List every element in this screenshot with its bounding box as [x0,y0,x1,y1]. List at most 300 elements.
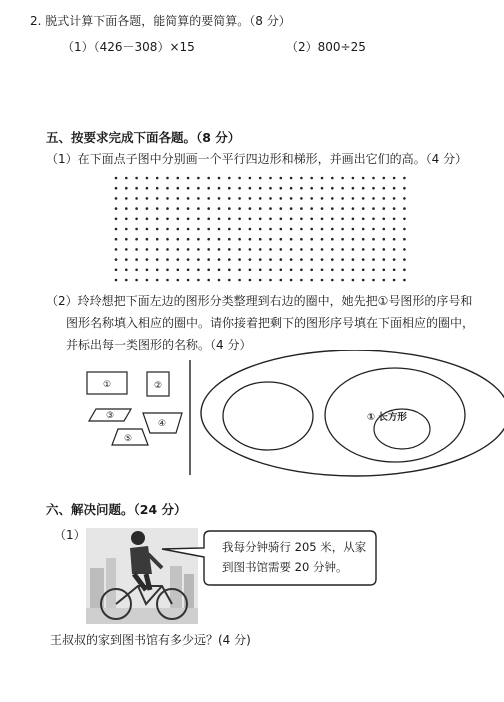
grid-dot [280,228,283,231]
grid-dot [383,177,386,180]
grid-dot [352,269,355,272]
grid-dot [290,228,293,231]
grid-dot [156,177,159,180]
grid-dot [362,258,365,261]
q2-part2: （2）800÷25 [286,40,366,54]
grid-dot [177,279,180,282]
grid-dot [269,187,272,190]
grid-dot [238,238,241,241]
grid-dot [218,258,221,261]
grid-dot [300,197,303,200]
grid-dot [249,218,252,221]
grid-dot [372,207,375,210]
grid-dot [197,187,200,190]
grid-dot [269,258,272,261]
grid-dot [310,279,313,282]
grid-dot [249,177,252,180]
grid-dot [249,269,252,272]
grid-dot [187,197,190,200]
grid-dot [321,187,324,190]
grid-dot [115,197,118,200]
grid-dot [156,218,159,221]
grid-dot [362,197,365,200]
grid-dot [207,187,210,190]
grid-dot [238,228,241,231]
grid-dot [115,279,118,282]
grid-dot [259,258,262,261]
grid-dot [207,177,210,180]
grid-dot [146,238,149,241]
grid-dot [352,218,355,221]
grid-dot [187,248,190,251]
grid-dot [238,177,241,180]
grid-dot [393,218,396,221]
grid-dot [135,187,138,190]
grid-dot [177,187,180,190]
grid-dot [197,177,200,180]
speech-bubble [158,527,380,589]
grid-dot [290,197,293,200]
grid-dot [383,279,386,282]
grid-dot [290,269,293,272]
grid-dot [403,228,406,231]
left-ellipse [223,382,313,450]
grid-dot [187,279,190,282]
grid-dot [393,207,396,210]
grid-dot [146,187,149,190]
grid-dot [259,238,262,241]
grid-dot [383,258,386,261]
venn-rectangle-label: ① 长方形 [367,412,407,423]
grid-dot [383,207,386,210]
grid-dot [218,279,221,282]
section5-title: 五、按要求完成下面各题。（8 分） [46,130,241,145]
grid-dot [300,187,303,190]
section5-q1: （1）在下面点子图中分别画一个平行四边形和梯形，并画出它们的高。（4 分） [46,152,468,166]
grid-dot [310,177,313,180]
grid-dot [393,258,396,261]
grid-dot [290,238,293,241]
grid-dot [362,218,365,221]
grid-dot [177,248,180,251]
grid-dot [197,238,200,241]
grid-dot [259,248,262,251]
grid-dot [280,207,283,210]
outer-ellipse [201,350,504,476]
grid-dot [249,207,252,210]
grid-dot [341,248,344,251]
grid-dot [280,177,283,180]
grid-dot [352,248,355,251]
grid-dot [146,248,149,251]
grid-dot [135,238,138,241]
grid-dot [393,197,396,200]
grid-dot [352,177,355,180]
grid-dot [135,207,138,210]
grid-dot [362,207,365,210]
grid-dot [321,269,324,272]
grid-dot [300,248,303,251]
grid-dot [259,187,262,190]
grid-dot [228,258,231,261]
grid-dot [228,228,231,231]
grid-dot [300,207,303,210]
grid-dot [269,248,272,251]
section6-title: 六、解决问题。（24 分） [46,502,187,517]
grid-dot [197,228,200,231]
grid-dot [218,197,221,200]
grid-dot [280,248,283,251]
grid-dot [341,207,344,210]
grid-dot [269,177,272,180]
grid-dot [228,279,231,282]
grid-dot [290,177,293,180]
grid-dot [259,197,262,200]
grid-dot [207,248,210,251]
grid-dot [300,269,303,272]
grid-dot [115,177,118,180]
grid-dot [187,207,190,210]
grid-dot [331,248,334,251]
grid-dot [259,279,262,282]
grid-dot [280,269,283,272]
grid-dot [238,207,241,210]
grid-dot [331,258,334,261]
grid-dot [228,248,231,251]
grid-dot [166,269,169,272]
grid-dot [383,248,386,251]
grid-dot [372,177,375,180]
grid-dot [146,177,149,180]
grid-dot [321,228,324,231]
grid-dot [166,248,169,251]
grid-dot [177,258,180,261]
grid-dot [146,218,149,221]
grid-dot [269,228,272,231]
grid-dot [310,269,313,272]
grid-dot [341,218,344,221]
grid-dot [135,177,138,180]
grid-dot [393,269,396,272]
grid-dot [187,258,190,261]
grid-dot [177,177,180,180]
grid-dot [177,238,180,241]
grid-dot [156,187,159,190]
grid-dot [166,258,169,261]
grid-dot [197,218,200,221]
section5-q2-line3: 并标出每一类图形的名称。（4 分） [66,338,252,352]
section5-q2-line1: （2）玲玲想把下面左边的图形分类整理到右边的圈中，她先把①号图形的序号和 [46,294,473,308]
grid-dot [372,258,375,261]
shape-3-label: ③ [105,411,115,421]
grid-dot [125,228,128,231]
grid-dot [177,269,180,272]
grid-dot [135,279,138,282]
grid-dot [187,187,190,190]
grid-dot [115,207,118,210]
grid-dot [310,187,313,190]
dot-grid[interactable] [112,174,412,284]
grid-dot [352,207,355,210]
section6-q1-num: （1） [54,528,86,542]
grid-dot [310,197,313,200]
grid-dot [207,279,210,282]
grid-dot [125,238,128,241]
grid-dot [269,197,272,200]
shape-1-label: ① [102,380,112,390]
grid-dot [321,258,324,261]
grid-dot [372,218,375,221]
grid-dot [362,279,365,282]
grid-dot [156,197,159,200]
grid-dot [403,279,406,282]
grid-dot [146,228,149,231]
grid-dot [321,207,324,210]
grid-dot [372,238,375,241]
grid-dot [280,187,283,190]
grid-dot [135,258,138,261]
grid-dot [249,197,252,200]
grid-dot [352,197,355,200]
grid-dot [146,258,149,261]
grid-dot [290,248,293,251]
grid-dot [403,258,406,261]
grid-dot [403,269,406,272]
grid-dot [166,187,169,190]
grid-dot [156,279,159,282]
grid-dot [383,238,386,241]
q2-part1: （1）（426－308）×15 [62,40,195,54]
grid-dot [383,197,386,200]
grid-dot [331,218,334,221]
grid-dot [177,207,180,210]
grid-dot [362,238,365,241]
grid-dot [269,279,272,282]
grid-dot [331,238,334,241]
grid-dot [187,269,190,272]
grid-dot [362,269,365,272]
grid-dot [372,197,375,200]
grid-dot [280,238,283,241]
grid-dot [125,248,128,251]
grid-dot [403,248,406,251]
grid-dot [177,228,180,231]
grid-dot [115,269,118,272]
grid-dot [156,258,159,261]
grid-dot [197,279,200,282]
grid-dot [197,248,200,251]
grid-dot [187,238,190,241]
grid-dot [341,258,344,261]
grid-dot [331,187,334,190]
grid-dot [218,248,221,251]
grid-dot [372,269,375,272]
grid-dot [300,238,303,241]
q2-title: 2. 脱式计算下面各题，能简算的要简算。（8 分） [30,14,291,28]
grid-dot [352,238,355,241]
grid-dot [280,218,283,221]
grid-dot [310,218,313,221]
grid-dot [228,238,231,241]
grid-dot [280,258,283,261]
grid-dot [135,248,138,251]
grid-dot [238,197,241,200]
grid-dot [341,228,344,231]
grid-dot [187,228,190,231]
section6-question: 王叔叔的家到图书馆有多少远？(4 分) [50,633,251,647]
grid-dot [393,228,396,231]
grid-dot [310,228,313,231]
grid-dot [207,218,210,221]
grid-dot [238,218,241,221]
grid-dot [207,207,210,210]
grid-dot [146,269,149,272]
grid-dot [383,269,386,272]
grid-dot [218,187,221,190]
grid-dot [259,207,262,210]
grid-dot [238,269,241,272]
grid-dot [290,218,293,221]
bubble-text-line1: 我每分钟骑行 205 米，从家 [222,540,367,554]
grid-dot [403,187,406,190]
grid-dot [238,258,241,261]
grid-dot [197,197,200,200]
grid-dot [331,228,334,231]
grid-dot [166,177,169,180]
grid-dot [166,228,169,231]
grid-dot [372,248,375,251]
grid-dot [197,269,200,272]
grid-dot [125,187,128,190]
grid-dot [341,177,344,180]
grid-dot [228,218,231,221]
shape-5-label: ⑤ [123,434,133,444]
bubble-text-line2: 到图书馆需要 20 分钟。 [222,560,348,574]
grid-dot [300,228,303,231]
grid-dot [310,258,313,261]
grid-dot [259,218,262,221]
grid-dot [156,248,159,251]
grid-dot [372,279,375,282]
grid-dot [290,187,293,190]
grid-dot [125,218,128,221]
grid-dot [331,269,334,272]
grid-dot [372,187,375,190]
grid-dot [341,279,344,282]
grid-dot [125,258,128,261]
grid-dot [403,238,406,241]
grid-dot [166,197,169,200]
shapes-diagram [0,350,504,500]
grid-dot [228,197,231,200]
grid-dot [269,269,272,272]
grid-dot [290,207,293,210]
grid-dot [249,279,252,282]
grid-dot [115,187,118,190]
grid-dot [372,228,375,231]
grid-dot [352,228,355,231]
grid-dot [393,187,396,190]
grid-dot [249,228,252,231]
grid-dot [331,207,334,210]
grid-dot [269,238,272,241]
grid-dot [259,177,262,180]
grid-dot [115,248,118,251]
grid-dot [259,228,262,231]
grid-dot [207,197,210,200]
grid-dot [341,269,344,272]
shape-2-label: ② [153,381,163,391]
grid-dot [331,279,334,282]
grid-dot [218,218,221,221]
grid-dot [156,207,159,210]
grid-dot [393,279,396,282]
grid-dot [310,207,313,210]
grid-dot [403,218,406,221]
grid-dot [321,197,324,200]
grid-dot [352,187,355,190]
grid-dot [135,218,138,221]
grid-dot [207,238,210,241]
grid-dot [341,197,344,200]
grid-dot [403,177,406,180]
grid-dot [125,177,128,180]
grid-dot [228,269,231,272]
grid-dot [197,258,200,261]
grid-dot [310,238,313,241]
grid-dot [166,279,169,282]
grid-dot [362,248,365,251]
grid-dot [187,218,190,221]
grid-dot [280,197,283,200]
grid-dot [218,228,221,231]
grid-dot [177,197,180,200]
grid-dot [135,269,138,272]
grid-dot [146,207,149,210]
grid-dot [341,238,344,241]
grid-dot [197,207,200,210]
grid-dot [218,269,221,272]
grid-dot [156,238,159,241]
grid-dot [249,258,252,261]
grid-dot [238,248,241,251]
grid-dot [207,258,210,261]
grid-dot [228,177,231,180]
grid-dot [321,248,324,251]
grid-dot [300,258,303,261]
grid-dot [352,258,355,261]
grid-dot [228,187,231,190]
grid-dot [146,197,149,200]
grid-dot [290,279,293,282]
grid-dot [310,248,313,251]
grid-dot [218,238,221,241]
grid-dot [249,187,252,190]
grid-dot [187,177,190,180]
grid-dot [393,238,396,241]
grid-dot [228,207,231,210]
grid-dot [218,177,221,180]
grid-dot [207,228,210,231]
grid-dot [290,258,293,261]
section5-q2-line2: 图形名称填入相应的圈中。请你接着把剩下的图形序号填在下面相应的圈中， [66,316,475,330]
grid-dot [115,238,118,241]
grid-dot [156,228,159,231]
grid-dot [125,197,128,200]
grid-dot [269,218,272,221]
grid-dot [125,279,128,282]
grid-dot [115,228,118,231]
